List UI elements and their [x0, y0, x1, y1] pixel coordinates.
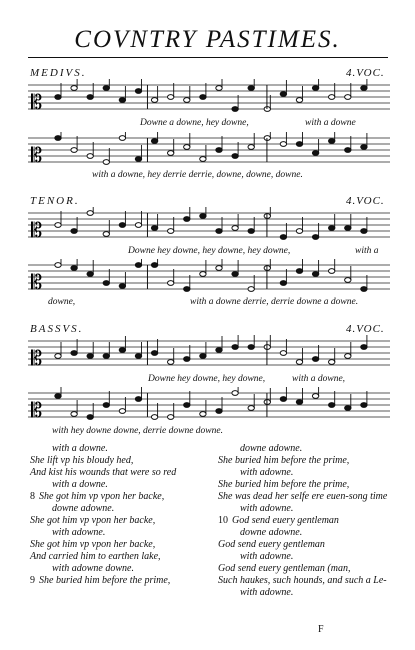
signature-mark: F	[318, 624, 324, 635]
verse-line	[218, 467, 403, 479]
note-head	[55, 354, 61, 359]
verse-text: She buried him before the prime,	[218, 479, 350, 490]
note-head	[312, 357, 318, 362]
note-head	[87, 272, 93, 277]
verse-line	[30, 491, 210, 503]
note-head	[248, 406, 254, 411]
note-head	[87, 95, 93, 100]
note-head	[119, 98, 125, 103]
verse-text: She got him vp vpon her backe,	[39, 491, 165, 502]
note-head	[329, 139, 335, 144]
note-head	[361, 86, 367, 91]
verse-text: downe adowne.	[52, 503, 115, 514]
note-head	[296, 400, 302, 405]
note-head	[71, 148, 77, 153]
verse-line	[30, 563, 210, 575]
note-head	[168, 95, 174, 100]
verse-text: God send euery gentleman	[218, 539, 325, 550]
verse-line	[218, 551, 403, 563]
lyric-line: Downe hey downe, hey downe, hey downe,	[128, 246, 291, 256]
verse-line	[218, 527, 403, 539]
verse-line	[218, 443, 403, 455]
note-head	[71, 412, 77, 417]
lyric-line: with hey downe downe, derrie downe downe.	[52, 426, 223, 436]
verse-text: with adowne.	[240, 467, 294, 478]
note-head	[280, 351, 286, 356]
note-head	[151, 98, 157, 103]
verse-text: She buried him before the prime,	[39, 575, 171, 586]
verse-text: with adowne.	[240, 503, 294, 514]
verse-line	[30, 503, 210, 515]
voc-label-bassus: 4.VOC.	[346, 323, 385, 335]
verse-line	[218, 539, 403, 551]
note-head	[280, 92, 286, 97]
note-head	[168, 415, 174, 420]
note-head	[248, 287, 254, 292]
note-head	[135, 354, 141, 359]
verse-line	[30, 467, 210, 479]
note-head	[200, 157, 206, 162]
note-head	[135, 223, 141, 228]
note-head	[55, 394, 61, 399]
clef-glyph: 𝄡	[31, 270, 43, 294]
music-staff	[28, 79, 390, 119]
voc-label-tenor: 4.VOC.	[346, 195, 385, 207]
clef-glyph: 𝄡	[31, 90, 43, 114]
verse-text: downe adowne.	[240, 527, 303, 538]
note-head	[103, 281, 109, 286]
note-head	[200, 214, 206, 219]
lyric-line: with a downe derrie, derrie downe a downe.	[190, 297, 359, 307]
note-head	[200, 95, 206, 100]
note-head	[216, 266, 222, 271]
note-head	[87, 154, 93, 159]
clef-glyph: 𝄡	[31, 346, 43, 370]
note-head	[312, 86, 318, 91]
note-head	[296, 269, 302, 274]
note-head	[329, 95, 335, 100]
note-head	[216, 148, 222, 153]
note-head	[345, 226, 351, 231]
note-head	[296, 98, 302, 103]
note-head	[361, 403, 367, 408]
verse-line	[218, 479, 403, 491]
note-head	[184, 403, 190, 408]
note-head	[345, 354, 351, 359]
note-head	[135, 89, 141, 94]
note-head	[232, 272, 238, 277]
verse-line	[218, 587, 403, 599]
music-staff	[28, 132, 390, 172]
verse-text: with adowne.	[240, 551, 294, 562]
verse-line	[218, 455, 403, 467]
note-head	[280, 281, 286, 286]
verse-number: 9	[30, 575, 35, 586]
note-head	[135, 157, 141, 162]
note-head	[329, 226, 335, 231]
note-head	[119, 348, 125, 353]
note-head	[248, 86, 254, 91]
verse-number: 10	[218, 515, 228, 526]
verse-line	[218, 563, 403, 575]
music-staff	[28, 335, 390, 375]
note-head	[216, 348, 222, 353]
note-head	[200, 412, 206, 417]
verse-text: She was dead her selfe ere euen-song time	[218, 491, 388, 502]
running-title: COVNTRY PASTIMES.	[74, 26, 341, 53]
verse-line	[218, 515, 403, 527]
note-head	[151, 263, 157, 268]
note-head	[184, 98, 190, 103]
verse-text: God send euery gentleman	[232, 515, 339, 526]
verse-column-right	[218, 443, 403, 599]
note-head	[329, 403, 335, 408]
note-head	[280, 142, 286, 147]
note-head	[248, 345, 254, 350]
note-head	[151, 351, 157, 356]
note-head	[151, 415, 157, 420]
note-head	[119, 223, 125, 228]
verse-line	[30, 443, 210, 455]
note-head	[103, 232, 109, 237]
note-head	[103, 354, 109, 359]
note-head	[345, 278, 351, 283]
verse-line	[218, 575, 403, 587]
verse-text: She got him vp vpon her backe,	[30, 539, 156, 550]
note-head	[71, 86, 77, 91]
note-head	[216, 86, 222, 91]
music-staff	[28, 259, 390, 299]
voc-label-medius: 4.VOC.	[346, 67, 385, 79]
note-head	[184, 357, 190, 362]
verse-text: downe adowne.	[240, 443, 303, 454]
note-head	[135, 263, 141, 268]
verse-text: with adowne.	[240, 587, 294, 598]
clef-glyph: 𝄡	[31, 143, 43, 167]
lyric-line: Downe hey downe, hey downe,	[148, 374, 266, 384]
verse-line	[30, 479, 210, 491]
verse-text: She got him vp vpon her backe,	[30, 515, 156, 526]
clef-glyph: 𝄡	[31, 218, 43, 242]
part-label-tenor: TENOR.	[30, 195, 80, 207]
note-head	[168, 360, 174, 365]
music-staff	[28, 387, 390, 427]
lyric-line: with a downe, hey derrie derrie, downe, downe, downe.	[92, 170, 303, 180]
note-head	[119, 136, 125, 141]
verse-text: with adowne downe.	[52, 563, 134, 574]
note-head	[216, 229, 222, 234]
note-head	[103, 86, 109, 91]
note-head	[361, 287, 367, 292]
note-head	[103, 160, 109, 165]
note-head	[345, 148, 351, 153]
lyric-line: with a	[355, 246, 379, 256]
note-head	[151, 226, 157, 231]
note-head	[345, 406, 351, 411]
verse-text: with adowne.	[52, 527, 106, 538]
note-head	[119, 409, 125, 414]
note-head	[184, 217, 190, 222]
verse-line	[30, 575, 210, 587]
verse-line	[30, 455, 210, 467]
lyric-line: with a downe,	[292, 374, 346, 384]
note-head	[71, 266, 77, 271]
note-head	[361, 345, 367, 350]
note-head	[361, 229, 367, 234]
note-head	[87, 354, 93, 359]
note-head	[168, 281, 174, 286]
verse-text: And kist his wounds that were so red	[30, 467, 177, 478]
note-head	[312, 151, 318, 156]
lyric-line: downe,	[48, 297, 76, 307]
note-head	[184, 287, 190, 292]
part-label-bassus: BASSVS.	[30, 323, 84, 335]
verse-text: God send euery gentleman (man,	[218, 563, 351, 574]
note-head	[87, 211, 93, 216]
note-head	[168, 229, 174, 234]
note-head	[312, 235, 318, 240]
note-head	[280, 397, 286, 402]
note-head	[119, 284, 125, 289]
note-head	[151, 139, 157, 144]
verse-line	[30, 527, 210, 539]
verse-text: And carried him to earthen lake,	[30, 551, 161, 562]
note-head	[135, 397, 141, 402]
note-head	[71, 351, 77, 356]
note-head	[71, 229, 77, 234]
title-rule	[28, 57, 388, 58]
note-head	[361, 145, 367, 150]
note-head	[87, 415, 93, 420]
verse-text: with a downe.	[52, 443, 108, 454]
verse-text: with a downe.	[52, 479, 108, 490]
note-head	[329, 269, 335, 274]
note-head	[248, 229, 254, 234]
note-head	[345, 95, 351, 100]
note-head	[55, 95, 61, 100]
note-head	[232, 391, 238, 396]
lyric-line: Downe a downe, hey downe,	[140, 118, 249, 128]
clef-glyph: 𝄡	[31, 398, 43, 422]
verse-number: 8	[30, 491, 35, 502]
note-head	[312, 394, 318, 399]
verse-text: She buried him before the prime,	[218, 455, 350, 466]
note-head	[232, 154, 238, 159]
verse-line	[30, 551, 210, 563]
note-head	[55, 263, 61, 268]
note-head	[296, 360, 302, 365]
lyric-line: with a downe	[305, 118, 356, 128]
verse-line	[30, 539, 210, 551]
verse-line	[30, 515, 210, 527]
note-head	[55, 136, 61, 141]
part-label-medius: MEDIVS.	[30, 67, 87, 79]
verse-text: She lift vp his bloudy hed,	[30, 455, 134, 466]
note-head	[232, 345, 238, 350]
note-head	[329, 360, 335, 365]
verse-text: Such haukes, such hounds, and such a Le-	[218, 575, 387, 586]
note-head	[296, 142, 302, 147]
note-head	[168, 151, 174, 156]
note-head	[200, 354, 206, 359]
note-head	[216, 409, 222, 414]
note-head	[55, 223, 61, 228]
verse-column-left	[30, 443, 210, 587]
verse-line	[218, 503, 403, 515]
note-head	[248, 145, 254, 150]
note-head	[280, 235, 286, 240]
verse-line	[218, 491, 403, 503]
note-head	[232, 107, 238, 112]
note-head	[296, 229, 302, 234]
note-head	[200, 272, 206, 277]
note-head	[103, 403, 109, 408]
music-staff	[28, 207, 390, 247]
note-head	[184, 145, 190, 150]
note-head	[312, 272, 318, 277]
note-head	[232, 226, 238, 231]
